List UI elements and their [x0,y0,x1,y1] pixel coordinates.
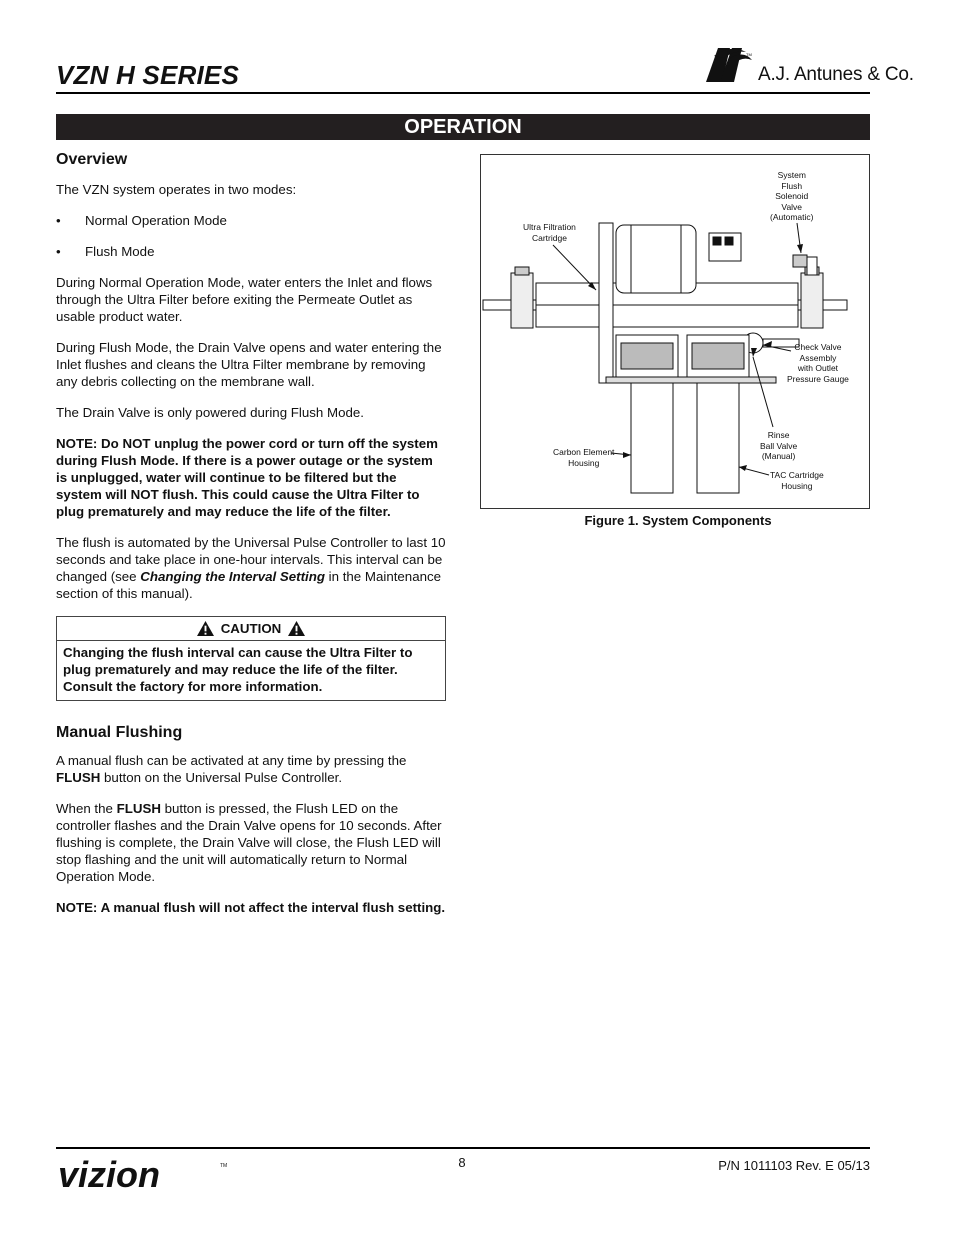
overview-intro: The VZN system operates in two modes: [56,182,297,197]
text-span: When the [56,801,117,816]
mode-label: Normal Operation Mode [85,213,227,228]
system-components-figure [480,154,870,509]
interval-text-pre: The flush is automated by the Universal Pulse Controller to last 10 seconds and take place in one-hour intervals. This interval can be changed (see [56,535,446,584]
series-title: VZN H SERIES [56,60,239,90]
overview-heading: Overview [56,151,128,168]
left-column [56,150,446,930]
part-number: P/N 1011103 Rev. E 05/13 [718,1158,870,1173]
svg-text:TM: TM [220,1163,228,1169]
bullet-icon: • [56,244,61,259]
caution-box [56,616,446,701]
vizion-logo-icon [56,1157,236,1191]
text-span: A manual flush can be activated at any time by pressing the [56,753,407,768]
mode-label: Flush Mode [85,244,155,259]
page-number: 8 [458,1155,466,1170]
figure-caption: Figure 1. System Components [584,513,772,528]
note-power: NOTE: Do NOT unplug the power cord or turn off the system during Flush Mode. If there is a power outage or the system is unplugged, water will continue to be filtered but the system will NOT flush. This could cause the Ultra Filter to plug prematurely and may reduce the life of the filter. [56,436,438,519]
label-carbon-housing: Carbon Element Housing [553,447,615,468]
text-span: button is pressed, the Flush LED on the controller flashes and the Drain Valve opens for 10 seconds. After flushing is complete, the Drain Valve will close, the Flush LED will stop flashing and the unit will automatically return to Normal Operation Mode. [56,801,442,884]
label-rinse-valve: Rinse Ball Valve (Manual) [760,430,798,461]
brand-name: A.J. Antunes & Co. [758,64,914,85]
flush-keyword: FLUSH [116,801,161,816]
caution-title: CAUTION [220,620,282,636]
text-span: button on the Universal Pulse Controller. [100,770,343,785]
paragraph-interval [56,534,446,602]
label-check-valve: Check Valve Assembly with Outlet Pressure Gauge [787,342,849,384]
bullet-icon: • [56,213,61,228]
header-rule [56,92,870,94]
caution-text: Changing the flush interval can cause the Ultra Filter to plug prematurely and may reduce the life of the filter. Consult the factory for more information. [63,645,413,694]
label-solenoid-valve: System Flush Solenoid Valve (Automatic) [770,170,814,222]
paragraph-flush-mode: During Flush Mode, the Drain Valve opens and water entering the Inlet flushes and cleans the Ultra Filter membrane by removing any debris collecting on the membrane wall. [56,340,442,389]
manual-flushing-heading: Manual Flushing [56,724,183,741]
paragraph-flush-button [56,800,446,885]
list-item [56,212,446,229]
paragraph-normal-mode: During Normal Operation Mode, water enters the Inlet and flows through the Ultra Filter before exiting the Permeate Outlet as usable product water. [56,275,433,324]
interval-text-post: in the Maintenance section of this manual). [56,569,442,601]
paragraph-manual-flush [56,752,446,786]
logo-text: vizion [58,1157,161,1191]
note-manual-flush: NOTE: A manual flush will not affect the interval flush setting. [56,900,446,915]
label-uf-cartridge: Ultra Filtration Cartridge [523,222,576,243]
svg-text:TM: TM [746,52,752,57]
interval-reference-link: Changing the Interval Setting [140,569,325,584]
list-item [56,243,446,260]
warning-icon [287,620,306,637]
flush-keyword: FLUSH [56,770,101,785]
label-tac-housing: TAC Cartridge Housing [770,470,824,491]
caution-header [57,617,445,641]
warning-icon [196,620,215,637]
footer-rule [56,1147,870,1149]
paragraph-drain-valve: The Drain Valve is only powered during Flush Mode. [56,405,364,420]
section-title: OPERATION [56,114,870,140]
